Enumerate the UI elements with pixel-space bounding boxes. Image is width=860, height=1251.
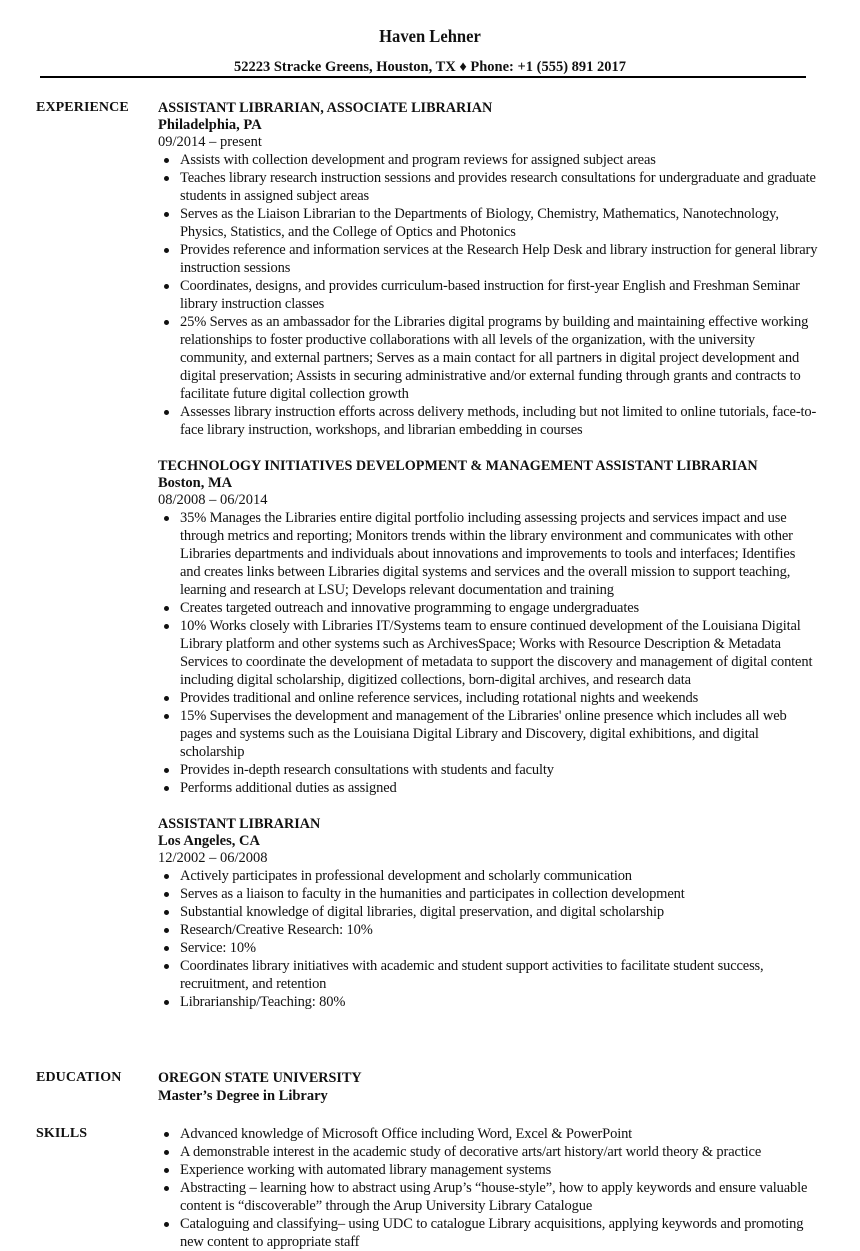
bullet-text: Performs additional duties as assigned [180, 780, 397, 796]
bullet-text: Provides reference and information services at the Research Help Desk and library instruction for general library instruction sessions [180, 242, 818, 276]
bullet-icon [164, 1000, 169, 1005]
skill-text: Abstracting – learning how to abstract using Arup’s “house-style”, how to apply keywords and ensure valuable content is “discoverable” through the Arup University Library Catalogue [180, 1180, 808, 1214]
job-location: Los Angeles, CA [158, 833, 260, 849]
job-entry [158, 815, 818, 1011]
bullet-text: Coordinates, designs, and provides curriculum-based instruction for first-year English and Freshman Seminar library instruction classes [180, 278, 800, 312]
bullet-icon [164, 176, 169, 181]
skill-text: Advanced knowledge of Microsoft Office including Word, Excel & PowerPoint [180, 1126, 633, 1142]
candidate-name: Haven Lehner [379, 26, 481, 46]
bullet-icon [164, 516, 169, 521]
job-title: ASSISTANT LIBRARIAN [158, 816, 321, 832]
bullet-text: 15% Supervises the development and management of the Libraries' online presence which includes all web pages and systems such as the Louisiana Digital Library and Discovery, digital exhibitions, and digital scholarship [180, 708, 787, 760]
bullet-item [158, 403, 818, 439]
bullet-text: Coordinates library initiatives with academic and student support activities to facilitate student success, recruitment, and retention [180, 958, 764, 992]
bullet-text: 10% Works closely with Libraries IT/Systems team to ensure continued development of the Louisiana Digital Library platform and other systems such as ArchivesSpace; Works with Resource Description & Metadata Services to coordinate the development of metadata to support the discovery and management of digital content including digital scholarship, digitized collections, born-digital archives, and research data [180, 618, 813, 688]
bullet-icon [164, 320, 169, 325]
bullet-text: Provides in-depth research consultations with students and faculty [180, 762, 554, 778]
bullet-item [158, 599, 818, 617]
header-divider [40, 76, 806, 78]
bullet-item [158, 169, 818, 205]
bullet-item [158, 761, 818, 779]
bullet-text: Creates targeted outreach and innovative programming to engage undergraduates [180, 600, 639, 616]
bullet-icon [164, 606, 169, 611]
job-entry [158, 457, 818, 797]
bullet-text: Assesses library instruction efforts across delivery methods, including but not limited to online tutorials, face-to-face library instruction, workshops, and librarian embedding in courses [180, 404, 817, 438]
bullet-icon [164, 1222, 169, 1227]
job-bullets [158, 509, 818, 797]
bullet-icon [164, 696, 169, 701]
bullet-text: Research/Creative Research: 10% [180, 922, 373, 938]
job-location: Philadelphia, PA [158, 117, 262, 133]
job-location: Boston, MA [158, 475, 233, 491]
bullet-icon [164, 1150, 169, 1155]
bullet-icon [164, 248, 169, 253]
skill-item [158, 1125, 818, 1143]
skill-item [158, 1215, 818, 1251]
bullet-text: 35% Manages the Libraries entire digital portfolio including assessing projects and services impact and use through metrics and reporting; Monitors trends within the library environment and communicates with other Libraries departments and individuals about innovations and improvements to tools and interfaces; Identifies and creates links between Libraries digital systems and services and the overall mission to support teaching, learning and research at LSU; Develops relevant documentation and training [180, 510, 796, 598]
bullet-item [158, 241, 818, 277]
bullet-icon [164, 624, 169, 629]
bullet-icon [164, 158, 169, 163]
bullet-text: Substantial knowledge of digital libraries, digital preservation, and digital scholarship [180, 904, 664, 920]
bullet-text: Serves as the Liaison Librarian to the Departments of Biology, Chemistry, Mathematics, Nanotechnology, Physics, Statistics, and the College of Optics and Photonics [180, 206, 779, 240]
bullet-text: Librarianship/Teaching: 80% [180, 994, 346, 1010]
bullet-icon [164, 212, 169, 217]
skills-content [158, 1125, 818, 1251]
skills-list [158, 1125, 818, 1251]
bullet-icon [164, 1168, 169, 1173]
education-content [158, 1069, 818, 1105]
bullet-item [158, 939, 818, 957]
bullet-text: Serves as a liaison to faculty in the humanities and participates in collection development [180, 886, 685, 902]
skill-item [158, 1143, 818, 1161]
bullet-icon [164, 714, 169, 719]
job-dates: 12/2002 – 06/2008 [158, 850, 268, 866]
bullet-icon [164, 892, 169, 897]
bullet-item [158, 779, 818, 797]
skill-item [158, 1161, 818, 1179]
bullet-item [158, 313, 818, 403]
bullet-icon [164, 410, 169, 415]
bullet-icon [164, 1186, 169, 1191]
bullet-icon [164, 1132, 169, 1137]
bullet-item [158, 205, 818, 241]
bullet-item [158, 903, 818, 921]
bullet-item [158, 993, 818, 1011]
bullet-icon [164, 964, 169, 969]
skill-text: Experience working with automated library management systems [180, 1162, 552, 1178]
job-title: ASSISTANT LIBRARIAN, ASSOCIATE LIBRARIAN [158, 100, 493, 116]
section-label-education: EDUCATION [36, 1070, 122, 1085]
job-bullets [158, 151, 818, 439]
bullet-icon [164, 874, 169, 879]
education-school: OREGON STATE UNIVERSITY [158, 1070, 362, 1086]
bullet-text: Service: 10% [180, 940, 256, 956]
bullet-item [158, 867, 818, 885]
skill-item [158, 1179, 818, 1215]
section-label-skills: SKILLS [36, 1126, 88, 1141]
bullet-item [158, 957, 818, 993]
job-bullets [158, 867, 818, 1011]
bullet-icon [164, 768, 169, 773]
bullet-item [158, 707, 818, 761]
bullet-icon [164, 910, 169, 915]
contact-line: 52223 Stracke Greens, Houston, TX ♦ Phone: +1 (555) 891 2017 [233, 59, 627, 75]
bullet-text: Provides traditional and online reference services, including rotational nights and weekends [180, 690, 699, 706]
job-title: TECHNOLOGY INITIATIVES DEVELOPMENT & MANAGEMENT ASSISTANT LIBRARIAN [158, 458, 758, 474]
bullet-icon [164, 786, 169, 791]
skill-text: A demonstrable interest in the academic study of decorative arts/art history/art world theory & practice [180, 1144, 762, 1160]
bullet-item [158, 277, 818, 313]
skill-text: Cataloguing and classifying– using UDC to catalogue Library acquisitions, applying keywords and promoting new content to appropriate staff [180, 1216, 804, 1250]
bullet-item [158, 151, 818, 169]
bullet-item [158, 689, 818, 707]
bullet-text: 25% Serves as an ambassador for the Libraries digital programs by building and maintaining effective working relationships to foster productive collaborations with all levels of the organization, with the university community, and external partners; Serves as a main contact for all partners in digital project development and digital preservation; Assists in securing administrative and/or external funding through grants and contracts to facilitate future digital collection growth [180, 314, 809, 402]
bullet-item [158, 885, 818, 903]
job-dates: 09/2014 – present [158, 134, 262, 150]
bullet-item [158, 617, 818, 689]
bullet-icon [164, 946, 169, 951]
experience-content [158, 99, 818, 1029]
bullet-text: Teaches library research instruction sessions and provides research consultations for undergraduate and graduate students in assigned subject areas [180, 170, 816, 204]
bullet-icon [164, 284, 169, 289]
bullet-text: Assists with collection development and program reviews for assigned subject areas [180, 152, 656, 168]
section-label-experience: EXPERIENCE [36, 100, 129, 115]
bullet-item [158, 509, 818, 599]
bullet-text: Actively participates in professional development and scholarly communication [180, 868, 632, 884]
job-dates: 08/2008 – 06/2014 [158, 492, 268, 508]
bullet-item [158, 921, 818, 939]
job-entry [158, 99, 818, 439]
education-degree: Master’s Degree in Library [158, 1088, 328, 1104]
bullet-icon [164, 928, 169, 933]
